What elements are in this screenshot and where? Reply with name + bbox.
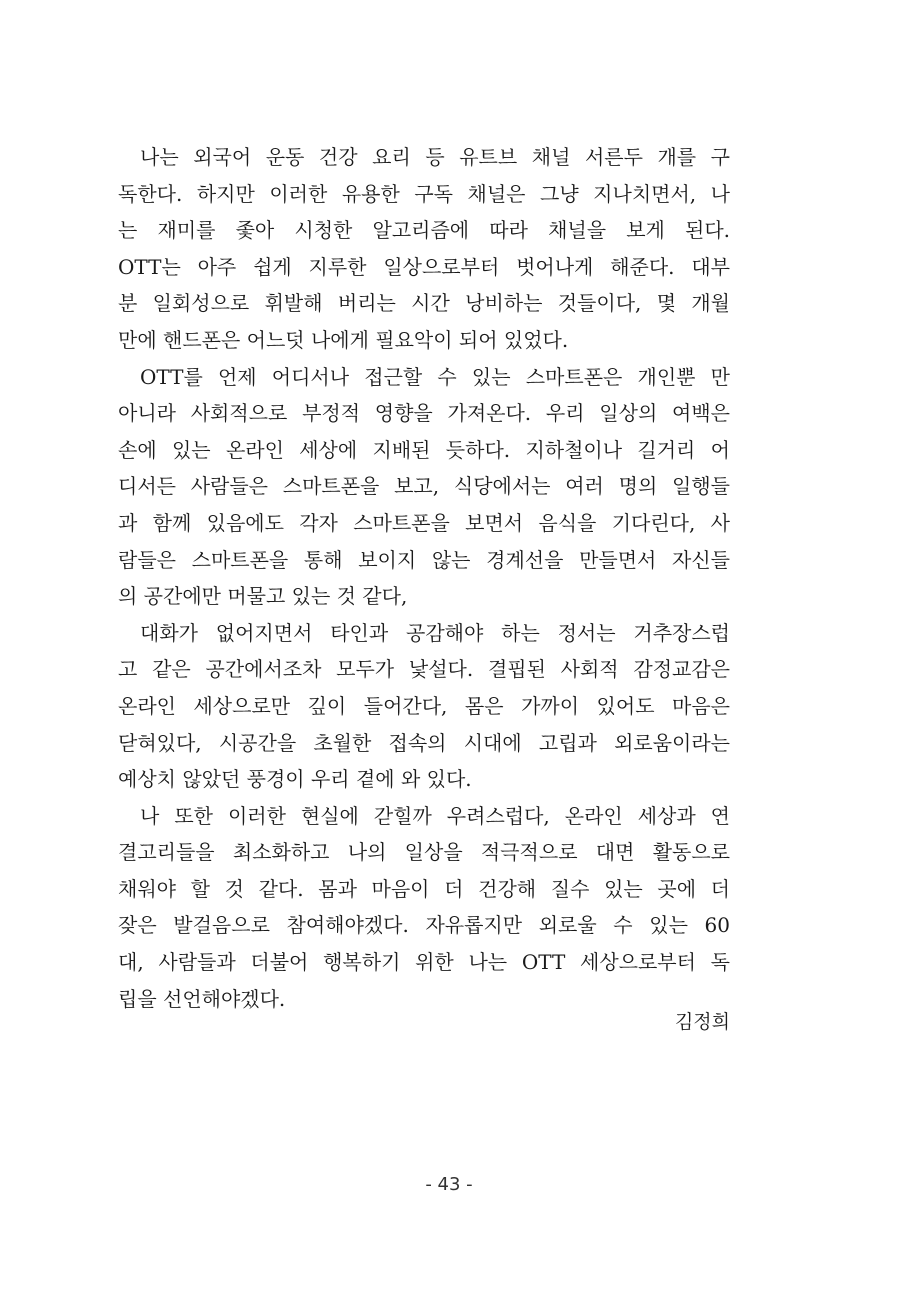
paragraph-2-line-5: 과 함께 있음에도 각자 스마트폰을 보면서 음식을 기다린다, 사 xyxy=(118,510,730,535)
paragraph-1-line-1: 나는 외국어 운동 건강 요리 등 유트브 채널 서른두 개를 구 xyxy=(140,145,730,169)
paragraph-1-line-2: 독한다. 하지만 이러한 유용한 구독 채널은 그냥 지나치면서, 나 xyxy=(118,181,730,206)
paragraph-4-line-1: 나 또한 이러한 현실에 갇힐까 우려스럽다, 온라인 세상과 연 xyxy=(140,803,730,828)
paragraph-1-line-4: OTT는 아주 쉽게 지루한 일상으로부터 벗어나게 해준다. 대부 xyxy=(118,254,730,279)
paragraph-3-line-1: 대화가 없어지면서 타인과 공감해야 하는 정서는 거추장스럽 xyxy=(140,620,730,645)
paragraph-3-line-5: 예상치 않았던 풍경이 우리 곁에 와 있다. xyxy=(118,767,472,792)
paragraph-2-line-1: OTT를 언제 어디서나 접근할 수 있는 스마트폰은 개인뿐 만 xyxy=(140,364,730,389)
paragraph-3-line-4: 닫혀있다, 시공간을 초월한 접속의 시대에 고립과 외로움이라는 xyxy=(118,730,730,755)
paragraph-4-line-6: 립을 선언해야겠다. xyxy=(118,986,286,1011)
paragraph-4-line-2: 결고리들을 최소화하고 나의 일상을 적극적으로 대면 활동으로 xyxy=(118,840,730,865)
paragraph-1-line-3: 는 재미를 좇아 시청한 알고리즘에 따라 채널을 보게 된다. xyxy=(118,218,730,243)
paragraph-2-line-2: 아니라 사회적으로 부정적 영향을 가져온다. 우리 일상의 여백은 xyxy=(118,401,730,426)
paragraph-2-line-3: 손에 있는 온라인 세상에 지배된 듯하다. 지하철이나 길거리 어 xyxy=(118,437,730,462)
page-number: - 43 - xyxy=(425,1174,473,1195)
paragraph-1-line-5: 분 일회성으로 휘발해 버리는 시간 낭비하는 것들이다, 몇 개월 xyxy=(118,291,730,316)
paragraph-3-line-2: 고 같은 공간에서조차 모두가 낯설다. 결핍된 사회적 감정교감은 xyxy=(118,657,730,682)
paragraph-2-line-6: 람들은 스마트폰을 통해 보이지 않는 경계선을 만들면서 자신들 xyxy=(118,547,730,572)
paragraph-1-line-6: 만에 핸드폰은 어느덧 나에게 필요악이 되어 있었다. xyxy=(118,327,569,352)
paragraph-4-line-5: 대, 사람들과 더불어 행복하기 위한 나는 OTT 세상으로부터 독 xyxy=(118,950,730,975)
paragraph-2-line-4: 디서든 사람들은 스마트폰을 보고, 식당에서는 여러 명의 일행들 xyxy=(118,474,730,499)
author-name: 김정희 xyxy=(674,1011,730,1033)
paragraph-4-line-3: 채워야 할 것 같다. 몸과 마음이 더 건강해 질수 있는 곳에 더 xyxy=(118,876,730,901)
essay-body xyxy=(118,139,730,1017)
paragraph-2-line-7: 의 공간에만 머물고 있는 것 같다, xyxy=(118,584,408,609)
paragraph-4-line-4: 잦은 발걸음으로 참여해야겠다. 자유롭지만 외로울 수 있는 60 xyxy=(118,913,730,938)
paragraph-3-line-3: 온라인 세상으로만 깊이 들어간다, 몸은 가까이 있어도 마음은 xyxy=(118,693,730,718)
